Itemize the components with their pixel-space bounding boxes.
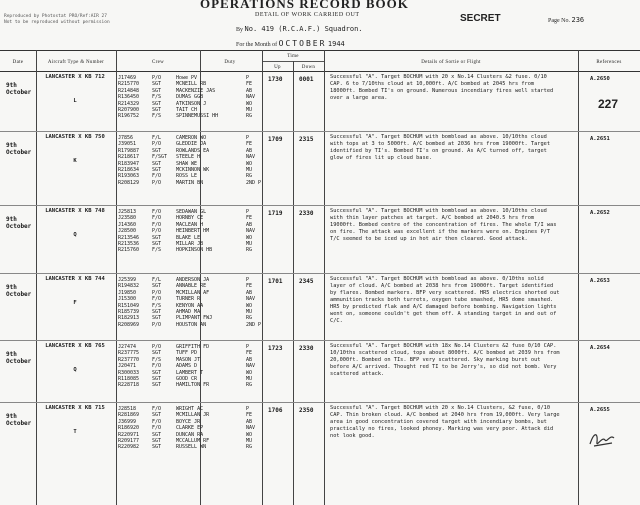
crew-service-number: R220982 — [118, 444, 140, 451]
crew-service-number: J15300 — [118, 296, 137, 303]
crew-service-number: R186920 — [118, 425, 140, 432]
crew-rank: SGT — [152, 167, 162, 173]
crew-name: MILLAR JB — [176, 241, 204, 247]
crew-rank: SGT — [152, 431, 162, 438]
crew-service-number: J39051 — [118, 141, 137, 148]
crew-name: MCKINNON WK — [176, 167, 210, 173]
page-number-label: Page No. — [548, 18, 570, 24]
signature-mark — [588, 428, 618, 450]
crew-rank: SGT — [152, 107, 162, 113]
sortie-aircraft-letter: F — [73, 300, 77, 306]
crew-service-number: R196752 — [118, 113, 140, 120]
sortie-time-up: 1719 — [268, 210, 283, 217]
sortie-time-down: 2330 — [299, 210, 314, 217]
archive-stamp — [4, 14, 110, 26]
page-subtitle: DETAIL OF WORK CARRIED OUT — [255, 12, 360, 18]
column-divider — [116, 50, 117, 505]
crew-rank: P/O — [152, 344, 162, 350]
crew-rank: F/L — [152, 277, 162, 283]
sortie-time-up: 1709 — [268, 136, 283, 143]
crew-rank: F/O — [152, 363, 162, 370]
crew-rank: F/O — [152, 209, 162, 215]
crew-service-number: R151049 — [118, 302, 140, 309]
crew-rank: F/O — [152, 296, 162, 303]
crew-rank: SGT — [152, 315, 162, 322]
sortie-aircraft-letter: T — [73, 429, 77, 435]
crew-duty: FE — [246, 215, 253, 222]
crew-duty: MU — [246, 376, 253, 382]
crew-service-number: R237770 — [118, 356, 140, 363]
crew-service-number: J25399 — [118, 277, 137, 283]
crew-rank: SGT — [152, 376, 162, 382]
crew-rank: F/S — [152, 302, 162, 309]
sortie-aircraft: LANCASTER X KB 750 — [45, 134, 105, 140]
crew-name: PLIMPANT FWJ — [176, 315, 213, 322]
crew-rank: P/O — [152, 179, 162, 186]
crew-service-number: R208969 — [118, 321, 140, 328]
column-divider — [293, 61, 294, 505]
crew-service-number: R218634 — [118, 167, 140, 173]
crew-service-number: J28500 — [118, 228, 137, 235]
crew-service-number: J19850 — [118, 289, 137, 296]
crew-rank: SGT — [152, 438, 162, 444]
crew-service-number: J27474 — [118, 344, 137, 350]
crew-duty: RG — [246, 113, 253, 120]
page-title: OPERATIONS RECORD BOOK — [200, 0, 409, 11]
crew-service-number: J28518 — [118, 406, 137, 412]
crew-duty: P — [246, 406, 250, 412]
crew-name: SHAW WE — [176, 160, 198, 167]
crew-duty: P — [246, 344, 250, 350]
crew-duty: FE — [246, 141, 253, 148]
crew-rank: F/S — [152, 94, 162, 101]
crew-service-number: R136450 — [118, 94, 140, 101]
crew-name: KENYON AA — [176, 302, 204, 309]
crew-rank: SGT — [152, 160, 162, 167]
crew-duty: MU — [246, 309, 253, 315]
crew-rank: F/O — [152, 221, 162, 228]
crew-rank: SGT — [152, 309, 162, 315]
sortie-time-down: 0001 — [299, 76, 314, 83]
crew-rank: SGT — [152, 382, 162, 389]
sortie-reference: A.2655 — [590, 407, 610, 413]
crew-rank: P/O — [152, 228, 162, 235]
page-number-value: 236 — [571, 16, 585, 24]
crew-name: MCCALLUM RF — [176, 438, 210, 444]
crew-rank: F/S — [152, 247, 162, 254]
crew-name: STEELE H — [176, 154, 201, 161]
crew-service-number: R182913 — [118, 315, 140, 322]
crew-name: TUFF PD — [176, 350, 198, 357]
column-header-up: Up — [274, 65, 281, 70]
sortie-aircraft: LANCASTER X KB 765 — [45, 343, 105, 349]
crew-name: TAIT CH — [176, 107, 198, 113]
crew-name: ATKINSON J — [176, 100, 207, 107]
crew-duty: WO — [246, 302, 253, 309]
crew-duty: AB — [246, 418, 253, 425]
crew-name: MACKENZIE JAS — [176, 87, 216, 94]
crew-duty: AB — [246, 289, 253, 296]
crew-rank: SGT — [152, 369, 162, 376]
crew-name: HORNBY CE — [176, 215, 204, 222]
sortie-time-down: 2345 — [299, 278, 314, 285]
crew-name: SPINNEMUSSI HH — [176, 113, 219, 120]
crew-duty: P — [246, 277, 250, 283]
crew-rank: SGT — [152, 147, 162, 154]
sortie-aircraft: LANCASTER X KB 744 — [45, 276, 105, 282]
sortie-aircraft: LANCASTER X KB 748 — [45, 208, 105, 214]
crew-service-number: R208129 — [118, 179, 140, 186]
sortie-details: Successful "A". Target BOCHUM with bombload as above. 10/10ths cloud with thin layer patches at target. A/C bombed at 2040.5 hrs from 19000ft. Bombed centre of the concentration of fires. The whole T/I was on fire. The attack was excellent if the markers were on. Engines P/T T/C seemed to be iced up in hot air then cleared. Good attack. — [330, 208, 557, 242]
page-number — [548, 16, 584, 24]
squadron-line — [236, 25, 363, 33]
sortie-time-down: 2330 — [299, 345, 314, 352]
sortie-reference: A.2650 — [590, 76, 610, 82]
crew-name: CLARKE EP — [176, 425, 204, 432]
year-value: 1944 — [327, 40, 345, 48]
sortie-time-up: 1701 — [268, 278, 283, 285]
crew-rank: F/O — [152, 215, 162, 222]
crew-name: Howe PV — [176, 75, 198, 81]
crew-service-number: R218617 — [118, 154, 140, 161]
classification-marking: SECRET — [460, 13, 501, 24]
crew-service-number: R207900 — [118, 107, 140, 113]
column-divider — [36, 50, 37, 505]
crew-name: SEDAWAN GL — [176, 209, 207, 215]
crew-service-number: R215770 — [118, 81, 140, 88]
stamp-line: Reproduced by Photostat PRO/Ref:AIR 27 — [4, 14, 107, 19]
month-line — [236, 39, 345, 48]
crew-name: WRIGHT AC — [176, 406, 204, 412]
crew-name: GLEDDIE JA — [176, 141, 207, 148]
crew-duty: WO — [246, 160, 253, 167]
crew-name: MASON JT — [176, 356, 201, 363]
crew-rank: SGT — [152, 100, 162, 107]
crew-service-number: J7856 — [118, 135, 134, 141]
crew-rank: P/O — [152, 321, 162, 328]
column-header-down: Down — [301, 65, 316, 70]
squadron-name: No. 419 (R.C.A.F.) Squadron. — [244, 25, 363, 33]
crew-duty: RG — [246, 173, 253, 180]
crew-name: DUMAS GGB — [176, 94, 204, 101]
crew-name: GRIFFITH FD — [176, 344, 210, 350]
crew-name: DUNCAN RA — [176, 431, 204, 438]
column-divider — [324, 50, 325, 505]
crew-duty: NAV — [246, 94, 256, 101]
crew-duty: RG — [246, 382, 253, 389]
crew-service-number: R228718 — [118, 382, 140, 389]
crew-rank: SGT — [152, 283, 162, 290]
crew-service-number: J25813 — [118, 209, 137, 215]
sortie-date: 9th October — [6, 413, 32, 427]
crew-rank: SGT — [152, 241, 162, 247]
sortie-aircraft-letter: K — [73, 158, 77, 164]
crew-duty: P — [246, 209, 250, 215]
column-header-details: Details of Sortie or Flight — [421, 59, 481, 65]
crew-duty: FE — [246, 283, 253, 290]
crew-service-number: J17469 — [118, 75, 137, 81]
sortie-date: 9th October — [6, 142, 32, 156]
sortie-reference: A.2654 — [590, 345, 610, 351]
row-divider — [0, 340, 640, 341]
sortie-time-up: 1730 — [268, 76, 283, 83]
row-divider — [0, 131, 640, 132]
crew-service-number: R237775 — [118, 350, 140, 357]
crew-duty: RG — [246, 247, 253, 254]
crew-name: HOPKINSON HB — [176, 247, 213, 254]
crew-rank: P/O — [152, 141, 162, 148]
row-divider — [0, 205, 640, 206]
column-header-row — [0, 50, 640, 72]
crew-name: BOYCE JR — [176, 418, 201, 425]
crew-duty: P — [246, 75, 250, 81]
sortie-reference: A.2653 — [590, 278, 610, 284]
crew-name: TURNER R — [176, 296, 201, 303]
column-header-date: Date — [12, 59, 24, 65]
crew-duty: NAV — [246, 228, 256, 235]
crew-name: ROSS LE — [176, 173, 198, 180]
crew-service-number: R213536 — [118, 241, 140, 247]
row-divider — [0, 273, 640, 274]
crew-duty: MU — [246, 438, 253, 444]
column-header-aircraft: Aircraft Type & Number — [47, 59, 105, 65]
crew-service-number: R214329 — [118, 100, 140, 107]
sortie-date: 9th October — [6, 351, 32, 365]
crew-duty: 2ND P — [246, 179, 262, 186]
crew-duty: WO — [246, 234, 253, 241]
crew-rank: P/O — [152, 289, 162, 296]
sortie-time-up: 1706 — [268, 407, 283, 414]
crew-duty: 2ND P — [246, 321, 262, 328]
sortie-details: Successful "A". Target BOCHUM with 18x No.14 Clusters &2 fuse 0/10 CAP. 10/10ths scattered cloud, tops about 8000ft. A/C bombed at 2039 hrs from 20,000ft. Bombed on TIs. BFP very scattered. Sky marking burst out before A/C arrived. Thought red TI to be Jerry's, so did not bomb. Very scattered attack. — [330, 343, 560, 377]
crew-name: CAMERON WO — [176, 135, 207, 141]
sortie-time-up: 1723 — [268, 345, 283, 352]
month-label: For the Month of — [236, 42, 278, 48]
crew-duty: NAV — [246, 363, 256, 370]
crew-rank: F/S — [152, 113, 162, 120]
sortie-aircraft: LANCASTER X KB 712 — [45, 74, 105, 80]
column-header-crew: Crew — [151, 59, 165, 65]
sortie-details: Successful "A". Target BOCHUM with bombload as above. 0/10ths solid layer of cloud. A/C bombed at 2038 hrs from 19000ft. Target identified by flares. Bombed markers. BFP very scattered. HR5 electrics shorted out ammunition tracks both turrets, oxygen tube smashed, HR5 dome smashed. HR5 by predicted flak and A/C damaged before bombing. Navigation lights went on, someone couldn't get them off. A standing target in and out of C/C. — [330, 276, 560, 324]
crew-name: HOUSTON AN — [176, 321, 207, 328]
crew-rank: F/O — [152, 406, 162, 412]
crew-service-number: R118085 — [118, 376, 140, 382]
crew-service-number: J23580 — [118, 215, 137, 222]
crew-service-number: J20471 — [118, 363, 137, 370]
sortie-aircraft-letter: Q — [73, 367, 77, 373]
crew-name: MARTIN BN — [176, 179, 204, 186]
crew-service-number: J36999 — [118, 418, 137, 425]
crew-rank: SGT — [152, 350, 162, 357]
crew-name: MACLEAN H — [176, 221, 204, 228]
crew-name: ROWLANDS EA — [176, 147, 210, 154]
crew-duty: NAV — [246, 154, 256, 161]
sortie-details: Successful "A". Target BOCHUM with bombload as above. 10/10ths cloud with tops at 3 to 5000ft. A/C bombed at 2036 hrs from 19000ft. Target identified by TI's. Bombed TI's on ground. As A/C turned off, target glow of fires lit up cloud base. — [330, 134, 551, 161]
crew-rank: F/O — [152, 418, 162, 425]
crew-duty: FE — [246, 412, 253, 419]
crew-name: MCMILLAN JR — [176, 412, 210, 419]
crew-service-number: R183947 — [118, 160, 140, 167]
crew-service-number: R179887 — [118, 147, 140, 154]
crew-name: LAMBERT T — [176, 369, 204, 376]
crew-name: GOOD CR — [176, 376, 198, 382]
by-label: By — [236, 27, 244, 33]
crew-rank: SGT — [152, 234, 162, 241]
stamp-line: Not to be reproduced without permission — [4, 20, 110, 25]
crew-duty: WO — [246, 369, 253, 376]
sortie-aircraft-letter: L — [73, 98, 77, 104]
crew-service-number: R209177 — [118, 438, 140, 444]
row-divider — [0, 402, 640, 403]
sortie-time-down: 2315 — [299, 136, 314, 143]
column-divider — [578, 50, 579, 505]
crew-rank: SGT — [152, 412, 162, 419]
crew-name: RUSSELL WN — [176, 444, 207, 451]
crew-duty: AB — [246, 87, 253, 94]
column-divider — [262, 50, 263, 505]
crew-service-number: R193063 — [118, 173, 140, 180]
crew-duty: P — [246, 135, 250, 141]
crew-service-number: R214848 — [118, 87, 140, 94]
sortie-date: 9th October — [6, 216, 32, 230]
crew-service-number: J14360 — [118, 221, 137, 228]
sortie-aircraft-letter: Q — [73, 232, 77, 238]
crew-duty: AB — [246, 147, 253, 154]
sortie-reference: A.2651 — [590, 136, 610, 142]
crew-duty: RG — [246, 444, 253, 451]
crew-duty: MU — [246, 107, 253, 113]
column-header-duty: Duty — [224, 59, 236, 65]
crew-rank: F/L — [152, 135, 162, 141]
crew-service-number: R215760 — [118, 247, 140, 254]
crew-service-number: R194832 — [118, 283, 140, 290]
crew-duty: AB — [246, 221, 253, 228]
crew-duty: AB — [246, 356, 253, 363]
crew-service-number: R213546 — [118, 234, 140, 241]
sortie-details: Successful "A". Target BOCHUM with 20 x No.14 Clusters, &2 fuse, 0/10 CAP. Thin broken cloud. A/C bombed at 2040 hrs from 19,000ft. Very large area in good concentration covered target with incendiary bombs, but practically no fires, looked phoney. Marking was very poor. Attack did not look good. — [330, 405, 560, 439]
crew-duty: MU — [246, 241, 253, 247]
crew-name: HAMILTON FR — [176, 382, 210, 389]
crew-rank: F/SGT — [152, 154, 168, 161]
crew-duty: NAV — [246, 296, 256, 303]
crew-name: ANDERSON JA — [176, 277, 210, 283]
crew-duty: FE — [246, 350, 253, 357]
crew-name: MCNEILL RB — [176, 81, 207, 88]
crew-name: ADAMS D — [176, 363, 198, 370]
sortie-reference: A.2652 — [590, 210, 610, 216]
crew-name: ANNABLE RE — [176, 283, 207, 290]
crew-duty: WO — [246, 431, 253, 438]
crew-rank: SGT — [152, 87, 162, 94]
crew-name: HEINBERT HM — [176, 228, 210, 235]
crew-duty: FE — [246, 81, 253, 88]
crew-rank: P/O — [152, 75, 162, 81]
sortie-date: 9th October — [6, 82, 32, 96]
crew-duty: RG — [246, 315, 253, 322]
column-header-time: Time — [262, 51, 324, 62]
sortie-aircraft: LANCASTER X KB 715 — [45, 405, 105, 411]
crew-name: BLAKE LE — [176, 234, 201, 241]
crew-service-number: R220971 — [118, 431, 140, 438]
crew-rank: F/O — [152, 173, 162, 180]
crew-service-number: R185739 — [118, 309, 140, 315]
crew-service-number: R281869 — [118, 412, 140, 419]
month-value: OCTOBER — [278, 39, 327, 48]
sortie-details: Successful "A". Target BOCHUM with 20 x No.14 Clusters &2 fuse. 0/10 CAP. 6 to 7/10ths cloud at 10,000ft. A/C bombed at 2045 hrs from 18000ft. Bombed TI's on ground. Numerous incendiary fires well started over a large area. — [330, 74, 554, 101]
sortie-time-down: 2350 — [299, 407, 314, 414]
crew-duty: MU — [246, 167, 253, 173]
column-header-references: References — [596, 59, 622, 65]
sortie-date: 9th October — [6, 284, 32, 298]
crew-duty: NAV — [246, 425, 256, 432]
crew-name: AHMAD MA — [176, 309, 201, 315]
crew-duty: WO — [246, 100, 253, 107]
crew-service-number: R300033 — [118, 369, 140, 376]
crew-rank: F/S — [152, 356, 162, 363]
crew-rank: F/O — [152, 425, 162, 432]
margin-number: 227 — [598, 97, 619, 111]
crew-rank: SGT — [152, 81, 162, 88]
crew-rank: SGT — [152, 444, 162, 451]
crew-name: MCMILLAN AF — [176, 289, 210, 296]
